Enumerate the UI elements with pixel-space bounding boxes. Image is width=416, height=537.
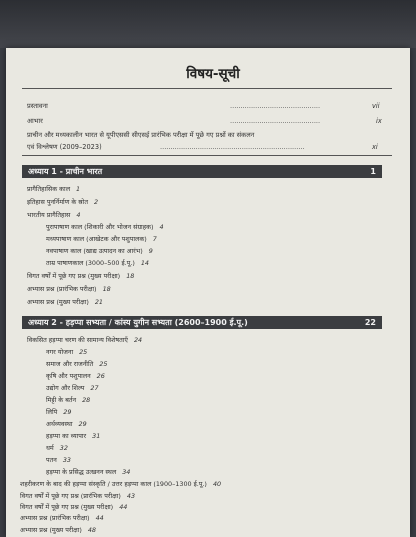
toc-entry[interactable] xyxy=(27,336,142,344)
toc-entry-page: 14 xyxy=(140,259,149,267)
toc-entry-page: 24 xyxy=(133,336,143,344)
page-title: विषय-सूची xyxy=(186,66,240,82)
toc-entry-page: 29 xyxy=(78,420,87,428)
toc-entry-label: कृषि और पशुपालन xyxy=(46,372,91,380)
toc-subentry[interactable] xyxy=(46,432,100,440)
toc-analysis[interactable] xyxy=(27,131,254,139)
toc-subentry[interactable] xyxy=(46,223,164,231)
leader-dots: ..................................................................... xyxy=(160,143,305,151)
toc-entry-label: विकसित हड़प्पा चरण की सामान्य विशेषताएँ xyxy=(27,336,128,344)
toc-entry-page: 32 xyxy=(59,444,68,452)
front-matter-rule xyxy=(22,155,392,156)
toc-entry-label: हड़प्पा के प्रसिद्ध उत्खनन स्थल xyxy=(46,468,117,476)
toc-entry-label: विगत वर्षों में पूछे गए प्रश्न (मुख्य परीक्षा) xyxy=(20,503,114,511)
toc-entry-page: 44 xyxy=(119,503,128,511)
toc-entry-page: 18 xyxy=(102,285,111,293)
toc-entry-page: 31 xyxy=(92,432,101,440)
toc-entry-page: 44 xyxy=(95,514,104,522)
toc-entry-label: इतिहास पुनर्निर्माण के स्रोत xyxy=(27,198,88,206)
toc-entry[interactable] xyxy=(27,198,98,206)
chapter-2-heading[interactable] xyxy=(22,316,382,329)
toc-entry[interactable] xyxy=(20,514,104,522)
toc-subentry[interactable] xyxy=(46,456,71,464)
toc-entry-label: हड़प्पा का व्यापार xyxy=(46,432,87,440)
toc-entry-label: शहरीकरण के बाद की हड़प्पा संस्कृति / उत्तर हड़प्पा काल (1900–1300 ई.पू.) xyxy=(20,480,207,488)
toc-subentry[interactable] xyxy=(46,259,149,267)
toc-entry-label: लिपि xyxy=(46,408,58,416)
toc-analysis-line2 xyxy=(27,143,102,151)
toc-entry-page: 9 xyxy=(148,247,153,255)
leader-dots: ........................................... xyxy=(230,117,321,125)
toc-entry-label: पतन xyxy=(46,456,57,464)
toc-entry-label: भारतीय प्रागैतिहास xyxy=(27,211,71,219)
toc-subentry[interactable] xyxy=(46,468,130,476)
toc-entry-page: 29 xyxy=(63,408,72,416)
toc-subentry[interactable] xyxy=(46,360,107,368)
toc-entry-label: अभ्यास प्रश्न (प्रारंभिक परीक्षा) xyxy=(20,514,90,522)
chapter-1-title: अध्याय 1 - प्राचीन भारत xyxy=(28,167,103,176)
toc-entry-page: 25 xyxy=(99,360,108,368)
toc-entry[interactable] xyxy=(27,272,134,280)
toc-entry-page: 28 xyxy=(82,396,91,404)
toc-entry[interactable] xyxy=(27,285,111,293)
toc-acknowledgement-label: आभार xyxy=(27,117,43,125)
toc-entry-label: समाज और राजनीति xyxy=(46,360,94,368)
toc-acknowledgement-page: ix xyxy=(376,117,382,125)
toc-analysis-label: प्राचीन और मध्यकालीन भारत से यूपीएससी सीएसई प्रारंभिक परीक्षा में पूछे गए प्रश्नों का संकलन xyxy=(27,131,255,139)
toc-preface-label: प्रस्तावना xyxy=(27,102,48,110)
toc-entry-label: नवपाषाण काल (खाद्य उत्पादन का आरंभ) xyxy=(46,247,143,255)
toc-entry-label: विगत वर्षों में पूछे गए प्रश्न (मुख्य परीक्षा) xyxy=(27,272,121,280)
toc-entry[interactable] xyxy=(27,298,103,306)
toc-entry-label: मिट्टी के बर्तन xyxy=(46,396,77,404)
background-top xyxy=(0,0,416,48)
toc-entry-page: 21 xyxy=(94,298,103,306)
toc-entry-label: अभ्यास प्रश्न (प्रारंभिक परीक्षा) xyxy=(27,285,97,293)
toc-entry[interactable] xyxy=(20,503,127,511)
toc-entry-page: 34 xyxy=(122,468,131,476)
toc-entry[interactable] xyxy=(27,211,80,219)
toc-entry-page: 18 xyxy=(126,272,135,280)
toc-entry-label: प्रागैतिहासिक काल xyxy=(27,185,71,193)
toc-entry-page: 26 xyxy=(96,372,105,380)
toc-entry-page: 48 xyxy=(87,526,96,534)
toc-subentry[interactable] xyxy=(46,408,71,416)
chapter-1-heading[interactable] xyxy=(22,165,382,178)
toc-preface[interactable] xyxy=(27,102,48,110)
title-rule xyxy=(22,88,392,89)
chapter-2-page: 22 xyxy=(364,318,376,327)
toc-entry-label: अर्थव्यवस्था xyxy=(46,420,73,428)
chapter-2-title: अध्याय 2 - हड़प्पा सभ्यता / कांस्य युगीन सभ्यता (2600–1900 ई.पू.) xyxy=(28,318,248,327)
toc-entry-label: अभ्यास प्रश्न (मुख्य परीक्षा) xyxy=(20,526,82,534)
toc-entry-label: अभ्यास प्रश्न (मुख्य परीक्षा) xyxy=(27,298,89,306)
toc-entry[interactable] xyxy=(20,492,135,500)
toc-subentry[interactable] xyxy=(46,247,153,255)
chapter-1-page: 1 xyxy=(370,167,376,176)
toc-entry-page: 40 xyxy=(212,480,222,488)
toc-entry-page: 4 xyxy=(76,211,81,219)
toc-subentry[interactable] xyxy=(46,444,68,452)
toc-entry-page: 33 xyxy=(62,456,71,464)
toc-subentry[interactable] xyxy=(46,235,157,243)
toc-entry-page: 25 xyxy=(79,348,88,356)
toc-entry[interactable] xyxy=(20,526,96,534)
toc-analysis-page: xi xyxy=(372,143,378,151)
toc-entry-label: मध्यपाषाण काल (आखेटक और पशुपालक) xyxy=(46,235,147,243)
toc-entry[interactable] xyxy=(27,185,80,193)
toc-analysis-label2: एवं विश्लेषण (2009–2023) xyxy=(27,143,102,151)
toc-preface-page: vii xyxy=(372,102,380,110)
toc-entry-label: धर्म xyxy=(46,444,54,452)
toc-subentry[interactable] xyxy=(46,348,87,356)
toc-subentry[interactable] xyxy=(46,396,90,404)
toc-entry-label: उद्योग और शिल्प xyxy=(46,384,85,392)
toc-subentry[interactable] xyxy=(46,372,105,380)
toc-entry-page: 2 xyxy=(93,198,99,206)
toc-subentry[interactable] xyxy=(46,384,99,392)
toc-entry-label: पुरापाषाण काल (शिकारी और भोजन संग्राहक) xyxy=(46,223,154,231)
toc-entry[interactable] xyxy=(20,480,221,488)
toc-entry-page: 1 xyxy=(76,185,81,193)
toc-entry-label: विगत वर्षों में पूछे गए प्रश्न (प्रारंभिक परीक्षा) xyxy=(20,492,121,500)
leader-dots: ........................................... xyxy=(230,102,321,110)
toc-entry-page: 7 xyxy=(152,235,157,243)
toc-entry-page: 27 xyxy=(90,384,99,392)
toc-entry-label: नगर योजना xyxy=(46,348,74,356)
toc-entry-page: 43 xyxy=(126,492,136,500)
toc-entry-page: 4 xyxy=(159,223,164,231)
toc-subentry[interactable] xyxy=(46,420,87,428)
toc-acknowledgement[interactable] xyxy=(27,117,43,125)
toc-entry-label: ताम्र पाषाणकाल (3000–500 ई.पू.) xyxy=(46,259,135,267)
